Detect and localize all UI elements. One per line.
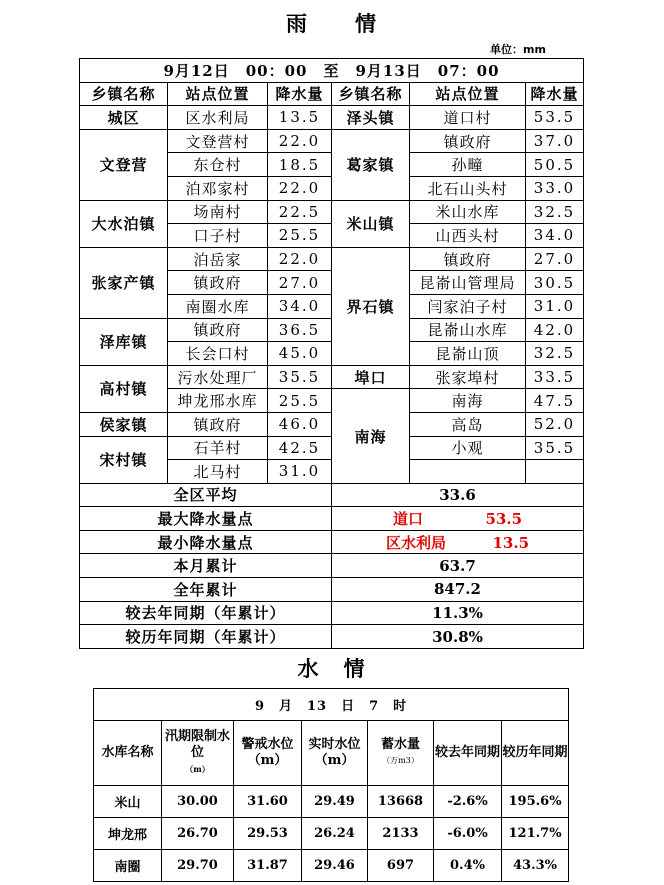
rainfall-cell: 22.5 [268, 200, 332, 224]
station-cell: 米山水库 [410, 200, 526, 224]
rainfall-cell: 22.0 [268, 176, 332, 200]
rainfall-cell: 13.5 [268, 106, 332, 130]
month-value: 63.7 [332, 554, 584, 578]
limit-level: 29.70 [162, 850, 234, 882]
rainfall-cell: 27.0 [268, 271, 332, 295]
rainfall-cell: 33.5 [526, 365, 584, 389]
town-cell: 宋村镇 [80, 436, 168, 483]
rainfall-cell: 27.0 [526, 247, 584, 271]
rainfall-cell: 22.0 [268, 247, 332, 271]
max-station: 道口 [392, 510, 423, 529]
header-vs-last-year: 较去年同期 [434, 721, 502, 786]
warning-level: 31.60 [234, 786, 302, 818]
storage: 2133 [368, 818, 434, 850]
rainfall-cell: 34.0 [526, 224, 584, 248]
header-storage-unit: （万m3） [382, 756, 419, 765]
header-town: 乡镇名称 [332, 82, 410, 106]
storage: 697 [368, 850, 434, 882]
rainfall-cell: 36.5 [268, 318, 332, 342]
header-rainfall: 降水量 [268, 82, 332, 106]
month-label: 本月累计 [80, 554, 332, 578]
station-cell: 镇政府 [410, 129, 526, 153]
town-cell: 张家产镇 [80, 247, 168, 318]
town-cell: 埠口 [332, 365, 410, 389]
header-vs-history: 较历年同期 [502, 721, 569, 786]
empty-cell [526, 460, 584, 484]
station-cell: 镇政府 [410, 247, 526, 271]
reservoir-name: 坤龙邢 [94, 818, 162, 850]
vs-history-value: 30.8% [332, 625, 584, 649]
rainfall-cell: 32.5 [526, 200, 584, 224]
min-point [332, 530, 584, 554]
actual-level: 29.46 [302, 850, 368, 882]
rainfall-cell: 18.5 [268, 153, 332, 177]
station-cell: 山西头村 [410, 224, 526, 248]
station-cell: 高岛 [410, 412, 526, 436]
reservoir-table [93, 688, 569, 882]
storage: 13668 [368, 786, 434, 818]
header-limit-label: 汛期限制水位 [164, 729, 230, 760]
unit-label: 单位：mm [490, 43, 546, 56]
station-cell: 文登营村 [168, 129, 268, 153]
header-reservoir-name: 水库名称 [94, 721, 162, 786]
year-value: 847.2 [332, 578, 584, 602]
vs-history: 43.3% [502, 850, 569, 882]
reservoir-name: 米山 [94, 786, 162, 818]
town-cell: 葛家镇 [332, 129, 410, 200]
rainfall-cell: 52.0 [526, 412, 584, 436]
town-cell: 城区 [80, 106, 168, 130]
header-station: 站点位置 [168, 82, 268, 106]
header-actual-unit: （m） [314, 753, 355, 768]
station-cell: 昆嵛山顶 [410, 342, 526, 366]
station-cell: 闫家泊子村 [410, 294, 526, 318]
station-cell: 道口村 [410, 106, 526, 130]
header-town: 乡镇名称 [80, 82, 168, 106]
year-label: 全年累计 [80, 578, 332, 602]
rainfall-table [79, 58, 584, 649]
header-storage-label: 蓄水量 [380, 737, 420, 752]
rainfall-cell: 25.5 [268, 389, 332, 413]
rainfall-cell: 45.0 [268, 342, 332, 366]
town-cell: 文登营 [80, 129, 168, 200]
rainfall-cell: 31.0 [526, 294, 584, 318]
rainfall-cell: 31.0 [268, 460, 332, 484]
station-cell: 东仓村 [168, 153, 268, 177]
avg-value: 33.6 [332, 483, 584, 507]
vs-history: 121.7% [502, 818, 569, 850]
station-cell: 昆嵛山管理局 [410, 271, 526, 295]
rainfall-cell: 42.0 [526, 318, 584, 342]
town-cell: 高村镇 [80, 365, 168, 412]
max-label: 最大降水量点 [80, 507, 332, 531]
max-point [332, 507, 584, 531]
station-cell: 石羊村 [168, 436, 268, 460]
station-cell: 污水处理厂 [168, 365, 268, 389]
actual-level: 29.49 [302, 786, 368, 818]
town-cell: 泽头镇 [332, 106, 410, 130]
station-cell: 张家埠村 [410, 365, 526, 389]
rainfall-cell: 35.5 [268, 365, 332, 389]
station-cell: 区水利局 [168, 106, 268, 130]
header-warning-label: 警戒水位 [241, 737, 294, 752]
header-actual-label: 实时水位 [308, 737, 361, 752]
rainfall-cell: 33.0 [526, 176, 584, 200]
warning-level: 29.53 [234, 818, 302, 850]
vs-history-label: 较历年同期（年累计） [80, 625, 332, 649]
rainfall-cell: 47.5 [526, 389, 584, 413]
station-cell: 南海 [410, 389, 526, 413]
station-cell: 泊邓家村 [168, 176, 268, 200]
min-station: 区水利局 [385, 533, 446, 552]
station-cell: 长会口村 [168, 342, 268, 366]
header-limit-unit: （m） [185, 764, 210, 774]
town-cell: 侯家镇 [80, 412, 168, 436]
vs-last-year-value: 11.3% [332, 601, 584, 625]
min-label: 最小降水量点 [80, 530, 332, 554]
limit-level: 26.70 [162, 818, 234, 850]
town-cell: 米山镇 [332, 200, 410, 247]
town-cell: 泽库镇 [80, 318, 168, 365]
rainfall-cell: 53.5 [526, 106, 584, 130]
header-rainfall: 降水量 [526, 82, 584, 106]
town-cell: 南海 [332, 389, 410, 483]
rain-title: 雨 情 [286, 11, 378, 36]
rainfall-cell: 35.5 [526, 436, 584, 460]
rainfall-cell: 22.0 [268, 129, 332, 153]
station-cell: 北马村 [168, 460, 268, 484]
water-time: 9 月 13 日 7 时 [94, 689, 569, 721]
vs-last-year: -2.6% [434, 786, 502, 818]
rainfall-cell: 25.5 [268, 224, 332, 248]
town-cell: 界石镇 [332, 247, 410, 365]
min-value: 13.5 [492, 533, 530, 552]
reservoir-name: 南圈 [94, 850, 162, 882]
station-cell: 镇政府 [168, 318, 268, 342]
station-cell: 北石山头村 [410, 176, 526, 200]
header-storage [368, 721, 434, 786]
water-title: 水 情 [297, 656, 367, 681]
rainfall-cell: 50.5 [526, 153, 584, 177]
station-cell: 泊岳家 [168, 247, 268, 271]
town-cell: 大水泊镇 [80, 200, 168, 247]
station-cell: 小观 [410, 436, 526, 460]
limit-level: 30.00 [162, 786, 234, 818]
station-cell: 昆嵛山水库 [410, 318, 526, 342]
rainfall-cell: 37.0 [526, 129, 584, 153]
header-actual-level [302, 721, 368, 786]
station-cell: 口子村 [168, 224, 268, 248]
station-cell: 坤龙邢水库 [168, 389, 268, 413]
rainfall-cell: 30.5 [526, 271, 584, 295]
header-limit-level [162, 721, 234, 786]
max-value: 53.5 [485, 510, 523, 529]
station-cell: 场南村 [168, 200, 268, 224]
station-cell: 镇政府 [168, 412, 268, 436]
warning-level: 31.87 [234, 850, 302, 882]
period-row: 9月12日 00：00 至 9月13日 07：00 [80, 59, 584, 83]
header-station: 站点位置 [410, 82, 526, 106]
station-cell: 镇政府 [168, 271, 268, 295]
vs-last-year: -6.0% [434, 818, 502, 850]
rainfall-cell: 32.5 [526, 342, 584, 366]
empty-cell [410, 460, 526, 484]
station-cell: 孙疃 [410, 153, 526, 177]
vs-last-year-label: 较去年同期（年累计） [80, 601, 332, 625]
rainfall-cell: 42.5 [268, 436, 332, 460]
header-warning-unit: （m） [247, 753, 288, 768]
station-cell: 南圈水库 [168, 294, 268, 318]
rainfall-cell: 46.0 [268, 412, 332, 436]
header-warning-level [234, 721, 302, 786]
vs-history: 195.6% [502, 786, 569, 818]
actual-level: 26.24 [302, 818, 368, 850]
vs-last-year: 0.4% [434, 850, 502, 882]
avg-label: 全区平均 [80, 483, 332, 507]
rainfall-cell: 34.0 [268, 294, 332, 318]
